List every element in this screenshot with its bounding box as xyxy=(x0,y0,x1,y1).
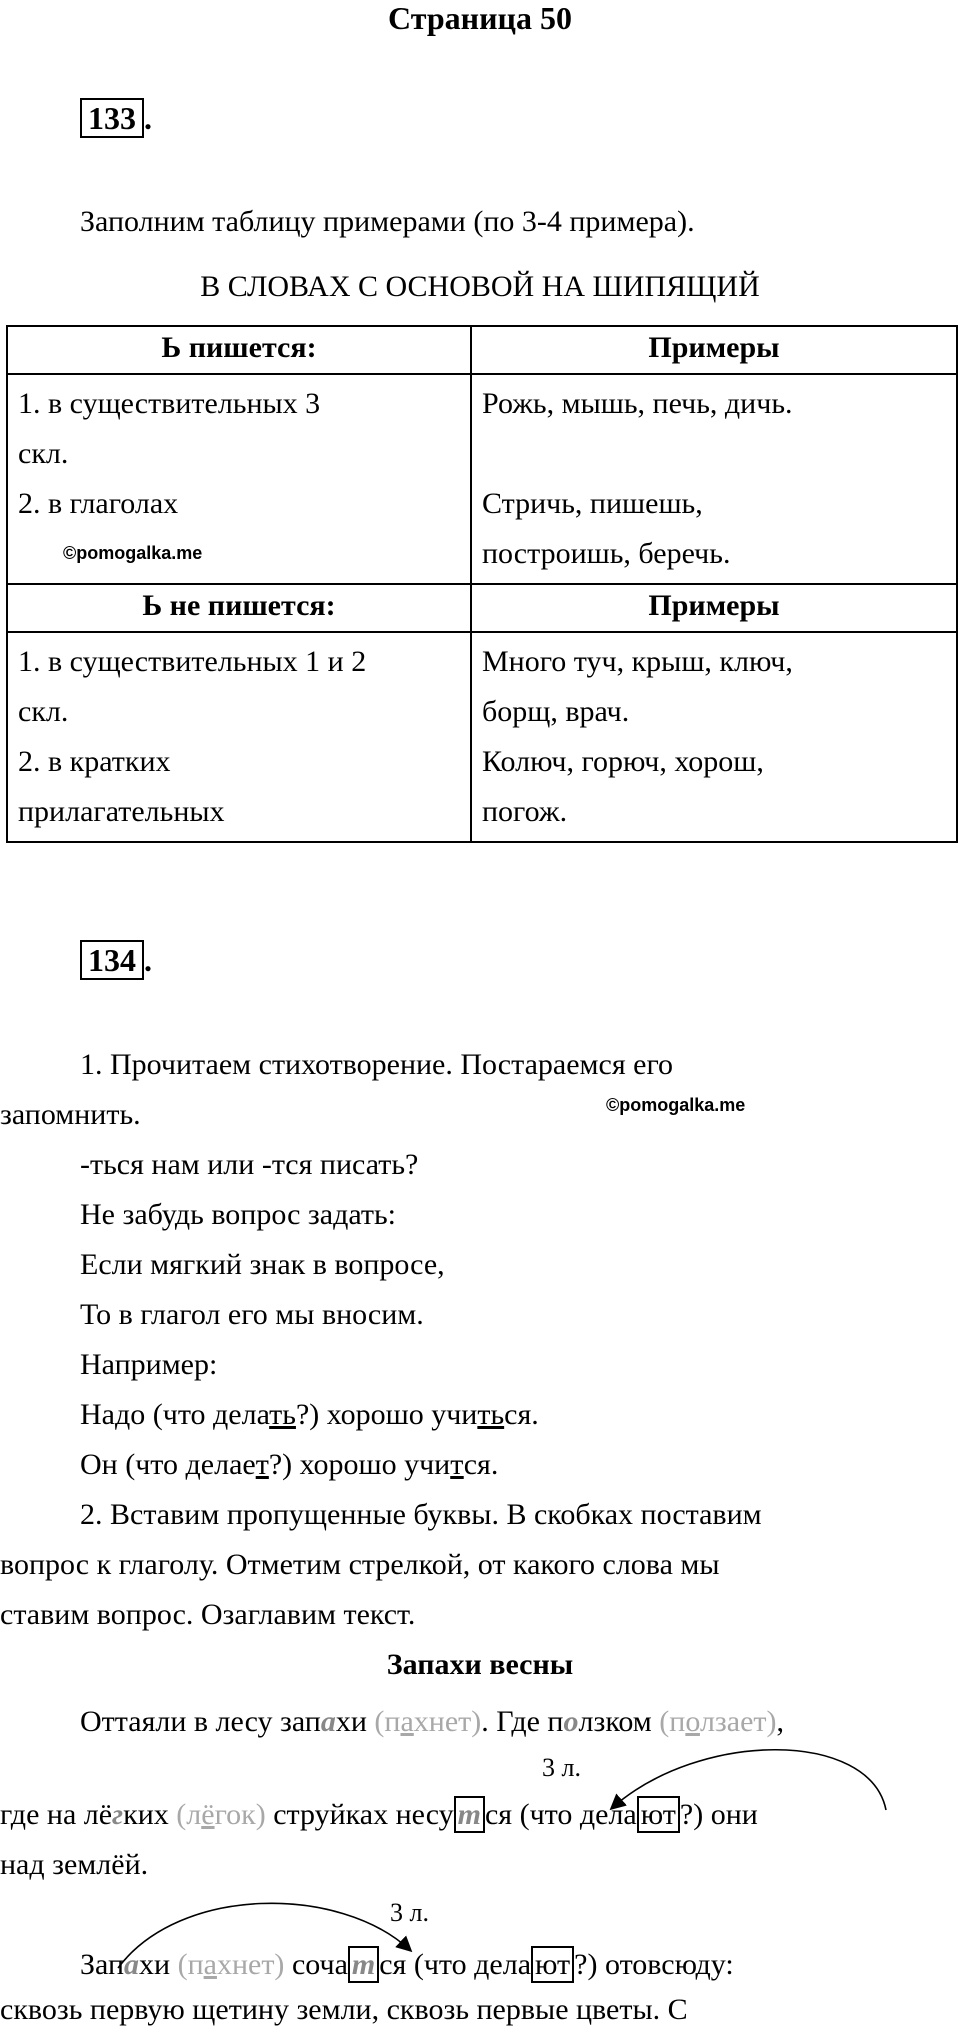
story-line: сквозь первую щетину земли, сквозь первые цветы. С xyxy=(0,1993,688,2026)
task134-paragraph2-line2: вопрос к глаголу. Отметим стрелкой, от какого слова мы xyxy=(0,1548,720,1581)
example-line: погож. xyxy=(482,795,568,828)
person-label: 3 л. xyxy=(542,1753,581,1782)
watermark: ©pomogalka.me xyxy=(63,543,203,563)
person-label: 3 л. xyxy=(390,1898,429,1927)
example-line: Колюч, горюч, хорош, xyxy=(482,745,764,778)
task-number-133: 133 . xyxy=(80,98,152,138)
example-line: борщ, врач. xyxy=(482,695,630,728)
rule-line: 1. в существительных 1 и 2 xyxy=(18,645,367,678)
rule-line: скл. xyxy=(18,437,69,470)
poem-line: -ться нам или -тся писать? xyxy=(80,1148,419,1181)
poem-line: Если мягкий знак в вопросе, xyxy=(80,1248,445,1281)
task-number-134: 134 . xyxy=(80,940,152,980)
task134-paragraph1-line1: 1. Прочитаем стихотворение. Постараемся его xyxy=(80,1048,673,1081)
story-line: Запахи (пахнет) соча т ся (что дела ют ?) отовсюду: xyxy=(80,1948,734,1981)
header-soft-sign-not-written: Ь не пишется: xyxy=(7,584,471,632)
example-line: Много туч, крыш, ключ, xyxy=(482,645,793,678)
rule-line: 2. в глаголах xyxy=(18,487,179,520)
story-line: над землёй. xyxy=(0,1848,149,1881)
example-line: построишь, беречь. xyxy=(482,537,731,570)
rule-line: 2. в кратких xyxy=(18,745,171,778)
rule-line: скл. xyxy=(18,695,69,728)
rule-line: прилагательных xyxy=(18,795,225,828)
watermark: ©pomogalka.me xyxy=(606,1095,746,1115)
example-sentence: Надо (что делать?) хорошо учиться. xyxy=(80,1398,539,1431)
story-line: где на лёгких (лёгок) струйках несу т ся (что дела ют ?) они xyxy=(0,1798,758,1831)
task134-paragraph2-line3: ставим вопрос. Озаглавим текст. xyxy=(0,1598,416,1631)
example-line: Рожь, мышь, печь, дичь. xyxy=(482,387,793,420)
task134-paragraph1-line2: запомнить. xyxy=(0,1098,141,1131)
story-title: Запахи весны xyxy=(386,1648,574,1681)
example-sentence: Он (что делает?) хорошо учится. xyxy=(80,1448,499,1481)
example-line: Стричь, пишешь, xyxy=(482,487,703,520)
task133-intro: Заполним таблицу примерами (по 3-4 примера). xyxy=(80,205,695,238)
page-title: Страница 50 xyxy=(388,0,572,36)
task134-paragraph2-line1: 2. Вставим пропущенные буквы. В скобках поставим xyxy=(80,1498,762,1531)
poem-line: То в глагол его мы вносим. xyxy=(80,1298,424,1331)
poem-line: Не забудь вопрос задать: xyxy=(80,1198,396,1231)
story-line: Оттаяли в лесу запахи (пахнет). Где ползком (ползает), xyxy=(80,1705,785,1738)
header-examples: Примеры xyxy=(471,584,957,632)
rule-line: 1. в существительных 3 xyxy=(18,387,321,420)
header-soft-sign-written: Ь пишется: xyxy=(7,326,471,374)
poem-line: Например: xyxy=(80,1348,218,1381)
table-caption: В СЛОВАХ С ОСНОВОЙ НА ШИПЯЩИЙ xyxy=(200,270,760,303)
header-examples: Примеры xyxy=(471,326,957,374)
